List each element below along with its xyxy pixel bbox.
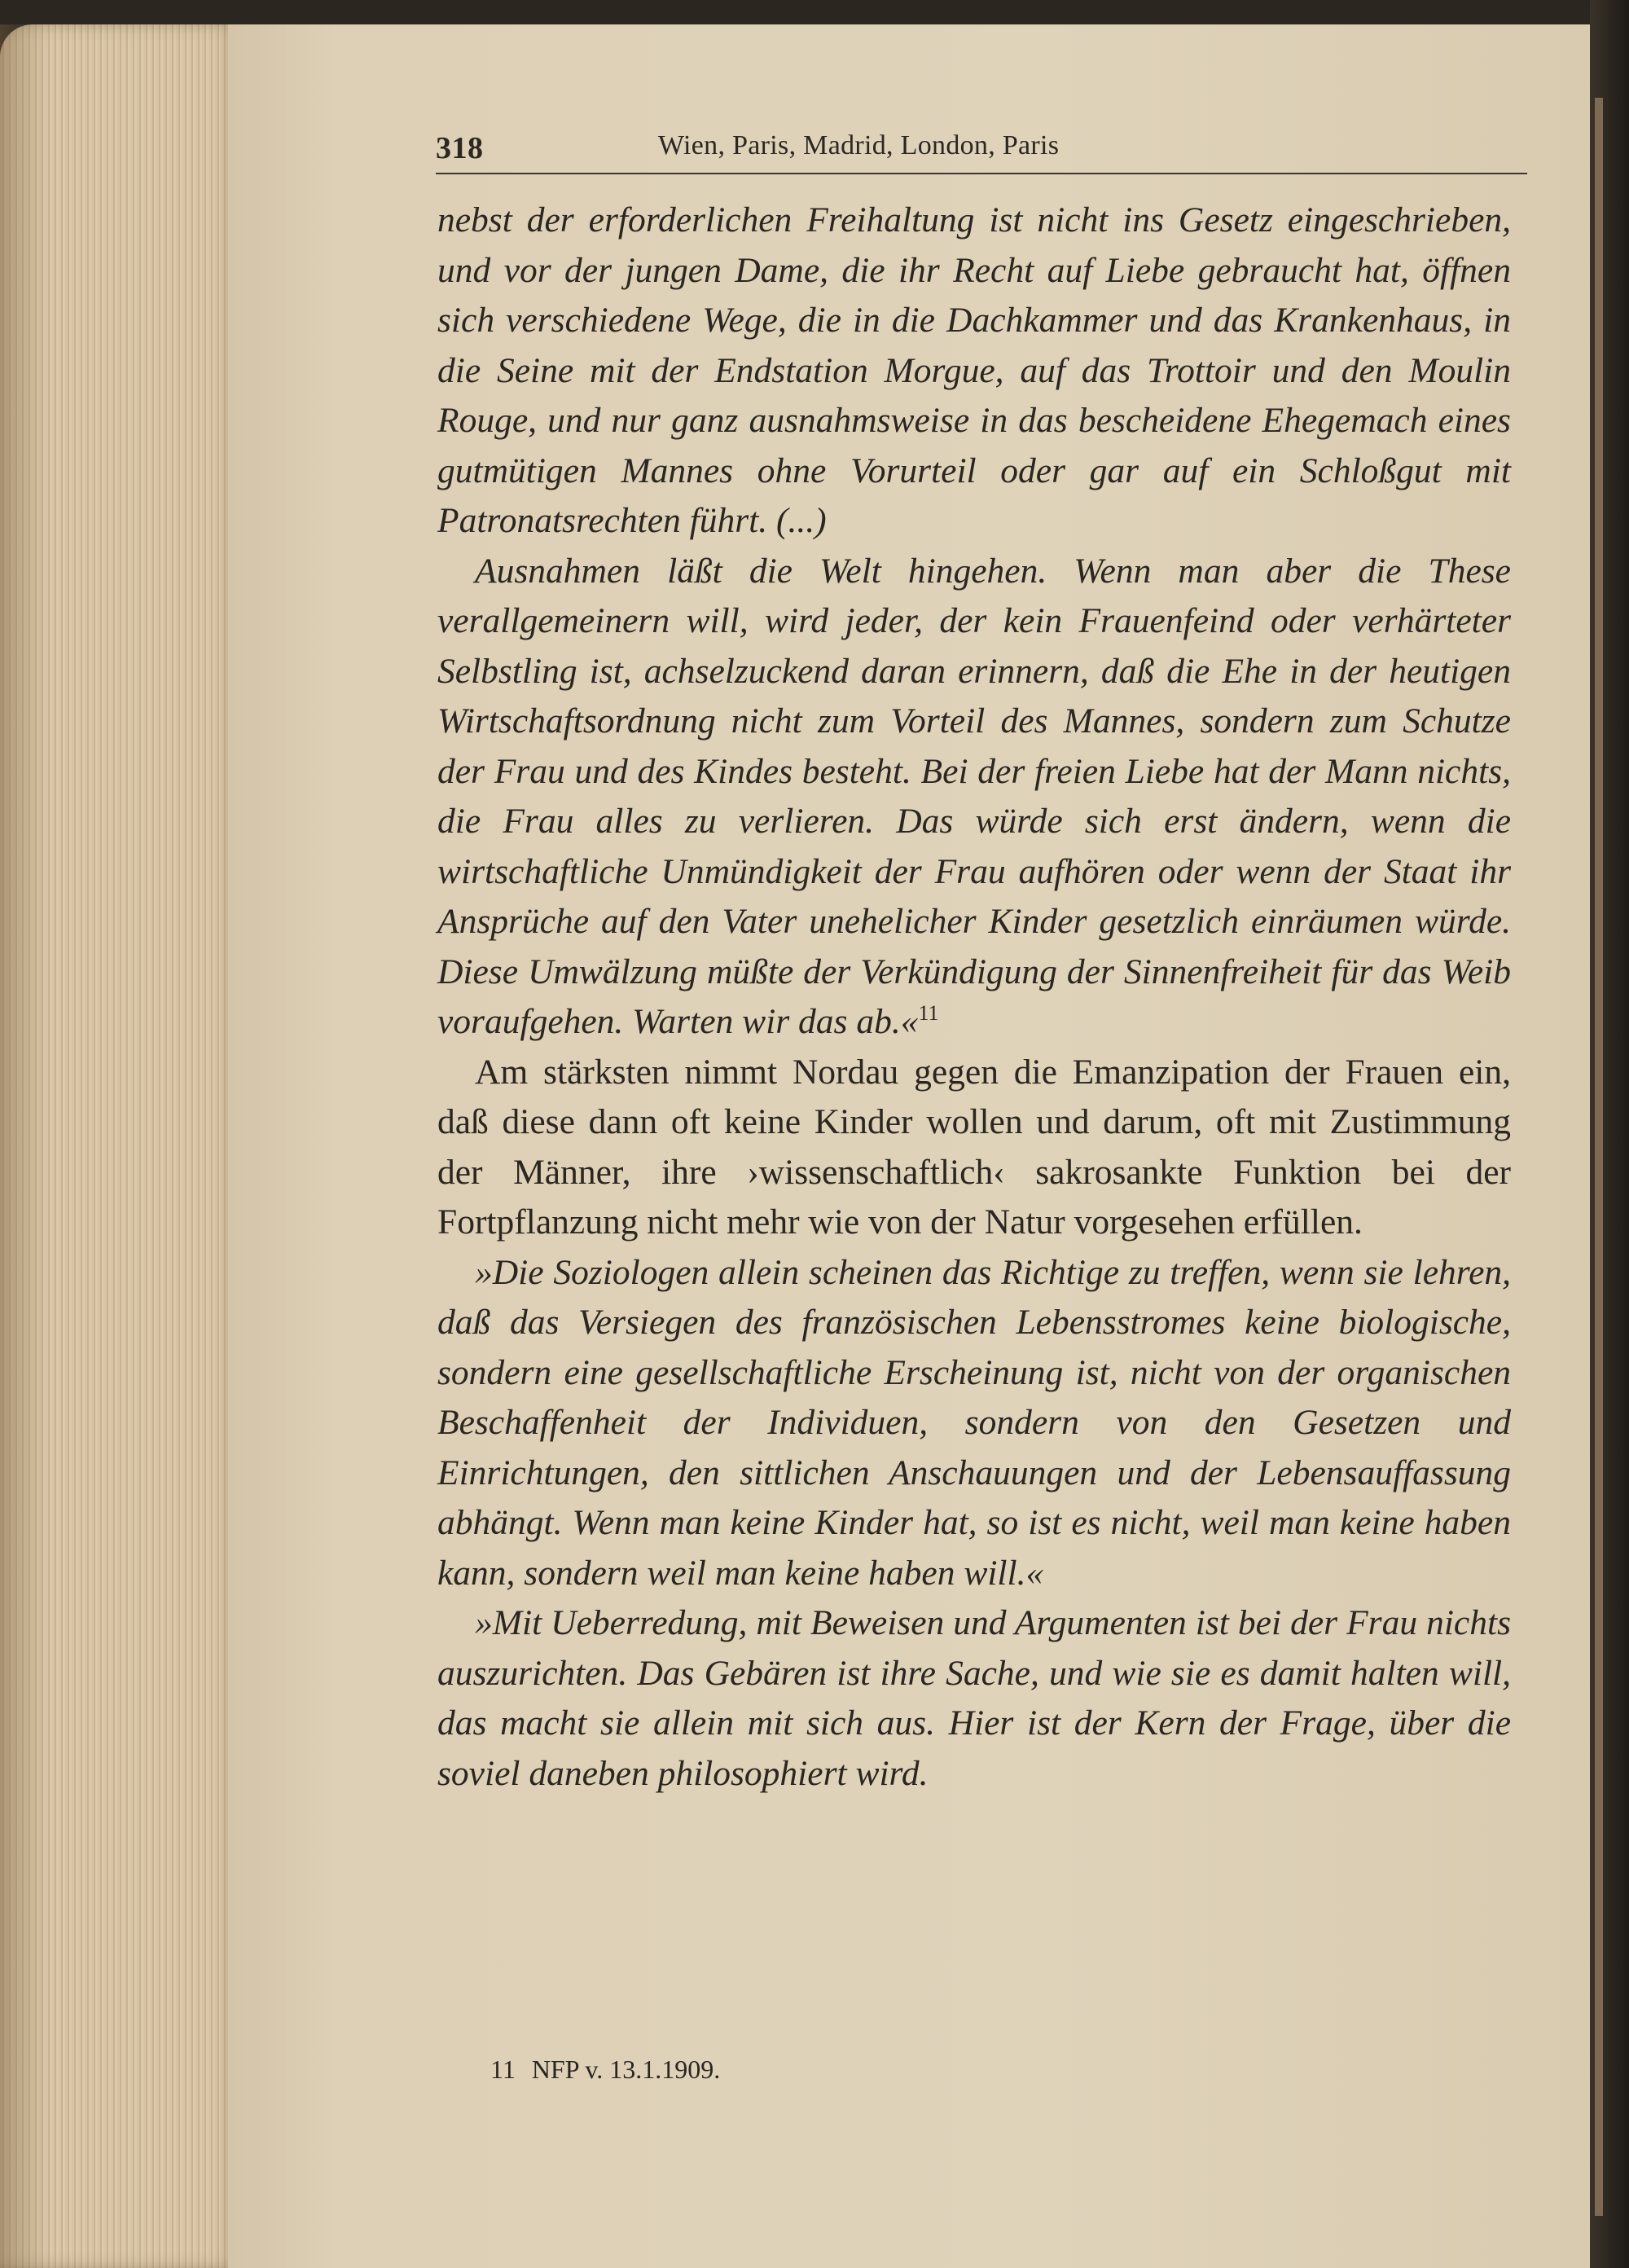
body-text (437, 196, 1511, 1799)
quote-paragraph: nebst der erforderlichen Freihaltung ist nicht ins Gesetz eingeschrieben, und vor der jungen Dame, die ihr Recht auf Liebe gebraucht hat, öffnen sich verschiedene Wege, die in die Dachkammer und das Krankenhaus, in die Seine mit der Endstation Morgue, auf das Trottoir und den Moulin Rouge, und nur ganz ausnahmsweise in das bescheidene Ehegemach eines gutmütigen Mannes ohne Vorurteil oder gar auf ein Schloßgut mit Patronatsrechten führt. (...) (437, 200, 1511, 540)
footnote-text: NFP v. 13.1.1909. (531, 2055, 721, 2084)
page-block-edge (0, 24, 236, 2268)
running-title: Wien, Paris, Madrid, London, Paris (658, 130, 1060, 160)
book-cover-edge (1590, 0, 1629, 2268)
footnote-reference: 11 (918, 1001, 939, 1025)
running-head (436, 130, 1527, 173)
quote-paragraph: »Die Soziologen allein scheinen das Richtige zu treffen, wenn sie lehren, daß das Versiegen des französischen Lebensstromes keine biologische, sondern eine gesellschaftliche Erscheinung ist, nicht von der organischen Beschaffenheit der Individuen, sondern von den Gesetzen und Einrichtungen, den sittlichen Anschauungen und der Lebensauffassung abhängt. Wenn man keine Kinder hat, so ist es nicht, weil man keine haben kann, sondern weil man keine haben will.« (437, 1252, 1511, 1593)
header-rule (436, 173, 1527, 174)
scan-background (0, 0, 1629, 24)
body-paragraph: Am stärksten nimmt Nordau gegen die Emanzipation der Frauen ein, daß diese dann oft keine Kinder wollen und darum, oft mit Zustimmung der Männer, ihre ›wissenschaftlich‹ sakrosankte Funktion bei der Fortpflanzung nicht mehr wie von der Natur vorgesehen erfüllen. (437, 1052, 1511, 1242)
footnote (490, 2053, 1468, 2086)
quote-paragraph: »Mit Ueberredung, mit Beweisen und Argumenten ist bei der Frau nichts auszurichten. Das Gebären ist ihre Sache, und wie sie es damit halten will, das macht sie allein mit sich aus. Hier ist der Kern der Frage, über die soviel daneben philosophiert wird. (437, 1603, 1511, 1793)
page-number: 318 (436, 131, 484, 165)
quote-paragraph: Ausnahmen läßt die Welt hingehen. Wenn man aber die These verallgemeinern will, wird jeder, der kein Frauenfeind oder verhärteter Selbstling ist, achselzuckend daran erinnern, daß die Ehe in der heutigen Wirtschaftsordnung nicht zum Vorteil des Mannes, sondern zum Schutze der Frau und des Kindes besteht. Bei der freien Liebe hat der Mann nichts, die Frau alles zu verlieren. Das würde sich erst ändern, wenn die wirtschaftliche Unmündigkeit der Frau aufhören oder wenn der Staat ihr Ansprüche auf den Vater unehelicher Kinder gesetzlich einräumen würde. Diese Umwälzung müßte der Verkündigung der Sinnenfreiheit für das Weib voraufgehen. Warten wir das ab.«$^{11}$ (437, 551, 1511, 1041)
footnote-number: 11 (490, 2055, 516, 2084)
